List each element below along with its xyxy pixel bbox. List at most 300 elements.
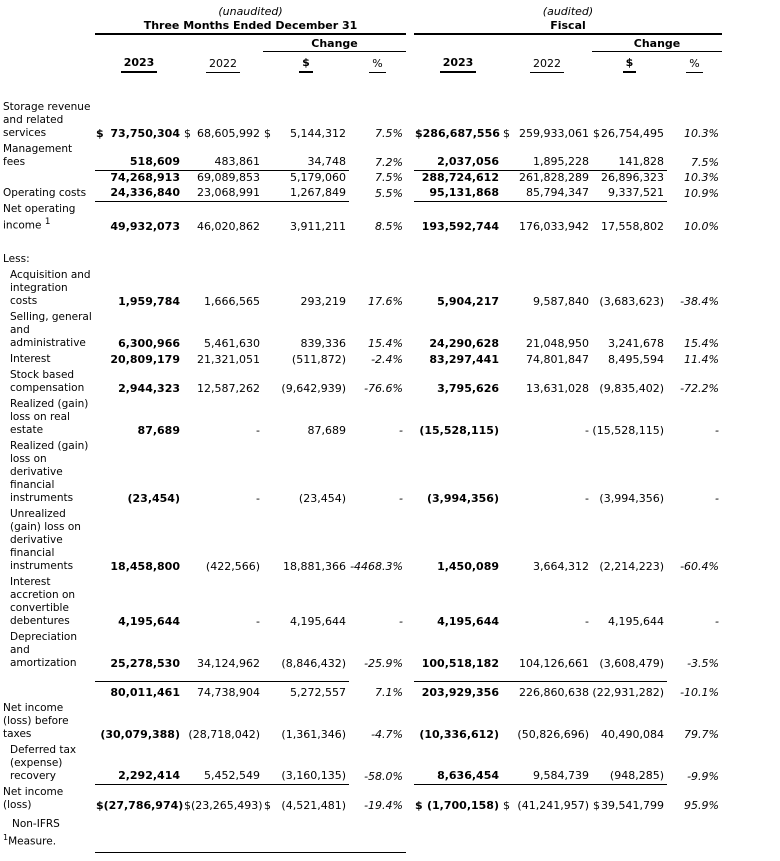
cell-f-2023 <box>414 681 502 701</box>
cell-value: 20,809,179 <box>110 352 180 366</box>
cell-f-2022 <box>502 220 592 235</box>
footnote <box>3 814 349 849</box>
table-row <box>3 630 780 672</box>
row-label: Acquisition and integration costs <box>10 268 91 307</box>
cell-q-change-pct <box>349 770 406 785</box>
table-row <box>3 368 780 397</box>
cell-value: 104,126,661 <box>519 656 589 670</box>
cell-value: 85,794,347 <box>526 186 589 199</box>
cell-q-2022 <box>183 186 263 202</box>
cell-value: 293,219 <box>300 294 346 308</box>
dollar-sign: $ <box>593 127 600 140</box>
cell-value: 73,750,304 <box>110 127 180 140</box>
cell-value: 10.3% <box>684 171 719 184</box>
cell-q-2023 <box>95 492 183 507</box>
cell-q-2023 <box>95 799 183 814</box>
cell-f-2023 <box>414 127 502 142</box>
cell-q-2022 <box>183 295 263 310</box>
dollar-sign: $ <box>415 798 423 812</box>
cell-value: 3,795,626 <box>437 381 499 395</box>
left-period-title: Three Months Ended December 31 <box>95 19 406 35</box>
row-label: Selling, general and administrative <box>10 310 92 349</box>
cell-value: 74,738,904 <box>197 685 260 699</box>
cell-value: - <box>399 491 403 505</box>
cell-value: 46,020,862 <box>197 219 260 233</box>
cell-value: 5.5% <box>375 187 403 200</box>
header-change-row <box>3 37 780 52</box>
cell-value: 34,124,962 <box>197 656 260 670</box>
dollar-sign: $ <box>415 127 423 140</box>
table-row <box>3 252 780 268</box>
bottom-rule <box>95 850 406 853</box>
cell-q-change-dollar <box>263 424 349 439</box>
col-header-q-change-dollar <box>263 56 349 73</box>
table-row <box>3 743 780 785</box>
cell-value: 2,944,323 <box>118 381 180 395</box>
cell-q-change-dollar <box>263 799 349 814</box>
cell-value: 26,754,495 <box>601 127 664 140</box>
cell-value: -58.0% <box>364 769 403 783</box>
cell-value: 5,452,549 <box>204 768 260 782</box>
col-header-f-change-pct <box>667 57 722 73</box>
cell-f-change-dollar <box>592 171 667 186</box>
cell-q-change-pct <box>349 353 406 368</box>
cell-value: 193,592,744 <box>421 219 499 233</box>
cell-value: (10,336,612) <box>419 727 499 741</box>
cell-value: 7.5% <box>375 127 403 140</box>
cell-q-change-pct <box>349 187 406 202</box>
cell-q-2022 <box>183 681 263 701</box>
cell-q-change-dollar <box>263 155 349 171</box>
cell-value: 839,336 <box>300 336 346 350</box>
cell-f-change-pct <box>667 171 722 186</box>
cell-f-2022 <box>502 171 592 186</box>
table-row <box>3 171 780 186</box>
cell-value: (9,642,939) <box>281 381 346 395</box>
cell-value: - <box>399 423 403 437</box>
dollar-sign: $ <box>503 798 510 812</box>
cell-q-change-dollar <box>263 382 349 397</box>
cell-value: 1,895,228 <box>533 155 589 168</box>
cell-value: 1,450,089 <box>437 559 499 573</box>
cell-q-2022 <box>183 769 263 785</box>
cell-value: - <box>399 614 403 628</box>
cell-f-change-pct <box>667 295 722 310</box>
header-audit-row <box>3 5 780 19</box>
col-header-label: % <box>686 57 702 73</box>
cell-value: 15.4% <box>368 336 403 350</box>
cell-f-change-dollar <box>592 127 667 142</box>
left-change-label: Change <box>263 37 406 52</box>
cell-value: 176,033,942 <box>519 219 589 233</box>
cell-f-2022 <box>502 657 592 672</box>
cell-f-2022 <box>502 337 592 352</box>
cell-q-change-pct <box>349 424 406 439</box>
right-period-title: Fiscal <box>414 19 722 35</box>
table-row <box>3 186 780 202</box>
cell-value: -19.4% <box>364 798 403 812</box>
cell-f-2022 <box>502 769 592 785</box>
cell-q-change-dollar <box>263 220 349 235</box>
table-row <box>3 142 780 171</box>
cell-f-change-pct <box>667 337 722 352</box>
cell-value: (948,285) <box>609 768 664 782</box>
row-label: Net income (loss) <box>3 785 64 811</box>
cell-f-2022 <box>502 127 592 142</box>
cell-value: -76.6% <box>364 381 403 395</box>
cell-q-2023 <box>95 353 183 368</box>
cell-q-change-dollar <box>263 337 349 352</box>
cell-f-2023 <box>414 615 502 630</box>
cell-value: 1,267,849 <box>290 186 346 199</box>
cell-q-change-pct <box>349 156 406 171</box>
table-row <box>3 681 780 701</box>
cell-q-change-pct <box>349 615 406 630</box>
cell-f-change-pct <box>667 492 722 507</box>
row-label: Net operating income $^1$ <box>3 203 76 232</box>
cell-value: 80,011,461 <box>110 685 180 699</box>
cell-f-2023 <box>414 353 502 368</box>
cell-f-change-pct <box>667 657 722 672</box>
cell-value: (30,079,388) <box>100 727 180 741</box>
cell-value: 49,932,073 <box>110 219 180 233</box>
cell-q-2022 <box>183 424 263 439</box>
col-header-label: $ <box>623 56 637 73</box>
cell-q-change-pct <box>349 686 406 701</box>
cell-q-change-dollar <box>263 615 349 630</box>
cell-value: 1,666,565 <box>204 294 260 308</box>
cell-q-2023 <box>95 127 183 142</box>
cell-f-change-pct <box>667 156 722 171</box>
cell-value: 5,272,557 <box>290 685 346 699</box>
cell-value: 23,068,991 <box>197 186 260 199</box>
cell-value: 40,490,084 <box>601 727 664 741</box>
table-row <box>3 701 780 743</box>
cell-value: 7.1% <box>375 685 403 699</box>
cell-value: (3,683,623) <box>599 294 664 308</box>
footnote-row <box>3 814 780 849</box>
cell-value: 2,037,056 <box>437 155 499 168</box>
cell-value: 74,801,847 <box>526 352 589 366</box>
cell-q-change-dollar <box>263 186 349 202</box>
right-change-label: Change <box>592 37 722 52</box>
col-header-q-2022 <box>183 57 263 73</box>
cell-value: 7.2% <box>375 156 403 169</box>
cell-value: (8,846,432) <box>281 656 346 670</box>
cell-value: 141,828 <box>618 155 664 168</box>
cell-value: 17,558,802 <box>601 219 664 233</box>
cell-value: 288,724,612 <box>421 171 499 184</box>
cell-f-change-pct <box>667 615 722 630</box>
cell-q-change-dollar <box>263 127 349 142</box>
cell-f-2023 <box>414 728 502 743</box>
cell-value: 21,321,051 <box>197 352 260 366</box>
cell-f-change-pct <box>667 799 722 814</box>
cell-q-2022 <box>183 220 263 235</box>
cell-value: - <box>256 423 260 437</box>
cell-f-change-dollar <box>592 615 667 630</box>
cell-f-change-dollar <box>592 295 667 310</box>
col-header-label: 2023 <box>440 56 477 73</box>
cell-q-2022 <box>183 127 263 142</box>
cell-value: 9,587,840 <box>533 294 589 308</box>
cell-f-change-pct <box>667 770 722 785</box>
cell-value: 83,297,441 <box>429 352 499 366</box>
cell-f-2023 <box>414 799 502 814</box>
cell-value: 5,904,217 <box>437 294 499 308</box>
cell-value: - <box>256 614 260 628</box>
dollar-sign: $ <box>96 798 104 812</box>
cell-value: - <box>715 423 719 437</box>
dollar-sign: $ <box>593 798 600 812</box>
cell-q-change-dollar <box>263 681 349 701</box>
cell-f-2022 <box>502 615 592 630</box>
dollar-sign: $ <box>184 127 191 140</box>
dollar-sign: $ <box>503 127 510 140</box>
cell-q-2022 <box>183 353 263 368</box>
cell-value: 26,896,323 <box>601 171 664 184</box>
cell-value: 69,089,853 <box>197 171 260 184</box>
col-header-q-change-pct <box>349 57 406 73</box>
row-label: Stock based compensation <box>10 368 85 394</box>
cell-value: 68,605,992 <box>197 127 260 140</box>
cell-value: 261,828,289 <box>519 171 589 184</box>
cell-f-2022 <box>502 382 592 397</box>
cell-q-2022 <box>183 382 263 397</box>
row-label: Less: <box>3 252 30 265</box>
cell-value: (1,700,158) <box>427 798 499 812</box>
cell-value: (15,528,115) <box>592 423 664 437</box>
row-label: Depreciation and amortization <box>10 630 77 669</box>
header-period-row <box>3 19 780 35</box>
cell-q-change-pct <box>349 728 406 743</box>
table-row <box>3 785 780 814</box>
cell-value: (1,361,346) <box>281 727 346 741</box>
cell-value: 87,689 <box>307 423 346 437</box>
cell-q-2023 <box>95 615 183 630</box>
dollar-sign: $ <box>184 798 191 812</box>
table-row <box>3 507 780 575</box>
cell-value: 10.0% <box>684 219 719 233</box>
cell-value: 10.9% <box>684 187 719 200</box>
cell-value: 5,461,630 <box>204 336 260 350</box>
cell-value: 18,458,800 <box>110 559 180 573</box>
cell-value: (22,931,282) <box>592 685 664 699</box>
header-columns-row <box>3 56 780 73</box>
cell-value: 4,195,644 <box>290 614 346 628</box>
cell-q-change-pct <box>349 127 406 142</box>
cell-q-2022 <box>183 728 263 743</box>
cell-value: 483,861 <box>214 155 260 168</box>
cell-f-2023 <box>414 295 502 310</box>
cell-value: -25.9% <box>364 656 403 670</box>
cell-value: 3,911,211 <box>290 219 346 233</box>
cell-q-2022 <box>183 337 263 352</box>
cell-f-change-pct <box>667 353 722 368</box>
cell-value: (3,994,356) <box>427 491 499 505</box>
dollar-sign: $ <box>96 127 104 140</box>
cell-f-change-dollar <box>592 424 667 439</box>
cell-value: 25,278,530 <box>110 656 180 670</box>
cell-q-2023 <box>95 295 183 310</box>
row-label: Realized (gain) loss on derivative financial instruments <box>10 439 89 504</box>
right-audit-note: (audited) <box>542 5 594 18</box>
table-body <box>3 100 780 814</box>
cell-value: 9,584,739 <box>533 768 589 782</box>
cell-f-2023 <box>414 337 502 352</box>
cell-q-change-dollar <box>263 728 349 743</box>
cell-value: (511,872) <box>291 352 346 366</box>
cell-q-change-pct <box>349 382 406 397</box>
row-label: Operating costs <box>3 187 87 199</box>
footnote-text-line1: Non-IFRS <box>12 817 60 830</box>
cell-f-change-pct <box>667 560 722 575</box>
row-label: Net income (loss) before taxes <box>3 701 69 740</box>
cell-value: - <box>585 614 589 628</box>
footnote-reference: 1 <box>44 217 51 227</box>
cell-value: -2.4% <box>371 352 403 366</box>
cell-f-2022 <box>502 799 592 814</box>
cell-value: 39,541,799 <box>601 798 664 812</box>
cell-value: -4.7% <box>371 727 403 741</box>
cell-value: -10.1% <box>680 685 719 699</box>
cell-value: -38.4% <box>680 294 719 308</box>
cell-q-2023 <box>95 155 183 171</box>
cell-value: 24,290,628 <box>429 336 499 350</box>
cell-value: 18,881,366 <box>283 559 346 573</box>
dollar-sign: $ <box>264 127 271 140</box>
table-row <box>3 268 780 310</box>
cell-f-2023 <box>414 769 502 785</box>
cell-value: - <box>585 491 589 505</box>
cell-f-2022 <box>502 560 592 575</box>
cell-value: (3,608,479) <box>599 656 664 670</box>
cell-value: (28,718,042) <box>188 727 260 741</box>
cell-value: 87,689 <box>137 423 180 437</box>
cell-q-2023 <box>95 171 183 186</box>
cell-value: 95,131,868 <box>429 186 499 199</box>
cell-q-change-dollar <box>263 353 349 368</box>
cell-f-change-pct <box>667 728 722 743</box>
col-header-f-change-dollar <box>592 56 667 73</box>
cell-value: 3,241,678 <box>608 336 664 350</box>
cell-f-change-dollar <box>592 492 667 507</box>
cell-value: 21,048,950 <box>526 336 589 350</box>
cell-value: 8.5% <box>375 219 403 233</box>
table-row <box>3 100 780 142</box>
cell-q-change-pct <box>349 560 406 575</box>
cell-value: (23,265,493) <box>191 798 263 812</box>
cell-q-2022 <box>183 799 263 814</box>
row-label: Realized (gain) loss on real estate <box>10 397 89 436</box>
cell-value: 13,631,028 <box>526 381 589 395</box>
cell-q-2023 <box>95 769 183 785</box>
cell-value: (41,241,957) <box>517 798 589 812</box>
cell-q-change-dollar <box>263 492 349 507</box>
col-header-label: 2023 <box>121 56 158 73</box>
cell-value: - <box>715 491 719 505</box>
cell-value: - <box>256 491 260 505</box>
cell-q-change-dollar <box>263 295 349 310</box>
cell-value: 518,609 <box>129 155 180 168</box>
cell-q-2022 <box>183 615 263 630</box>
cell-f-change-dollar <box>592 155 667 171</box>
cell-value: -9.9% <box>687 769 719 783</box>
cell-value: 12,587,262 <box>197 381 260 395</box>
cell-q-2023 <box>95 728 183 743</box>
cell-q-2022 <box>183 492 263 507</box>
cell-value: (9,835,402) <box>599 381 664 395</box>
cell-f-2022 <box>502 186 592 202</box>
cell-value: 4,195,644 <box>118 614 180 628</box>
cell-q-change-pct <box>349 220 406 235</box>
left-audit-note: (unaudited) <box>218 5 283 18</box>
cell-q-2023 <box>95 681 183 701</box>
cell-f-change-pct <box>667 187 722 202</box>
row-label: Deferred tax (expense) recovery <box>10 743 77 782</box>
cell-q-2023 <box>95 657 183 672</box>
cell-q-change-pct <box>349 492 406 507</box>
cell-f-2023 <box>414 220 502 235</box>
cell-value: 259,933,061 <box>519 127 589 140</box>
cell-q-2022 <box>183 657 263 672</box>
cell-f-2022 <box>502 424 592 439</box>
cell-f-2023 <box>414 155 502 171</box>
cell-value: 24,336,840 <box>110 186 180 199</box>
cell-value: (3,160,135) <box>281 768 346 782</box>
col-header-label: 2022 <box>206 57 240 73</box>
dollar-sign: $ <box>264 798 271 812</box>
col-header-f-2023 <box>414 56 502 73</box>
cell-value: 79.7% <box>684 727 719 741</box>
cell-value: -60.4% <box>680 559 719 573</box>
cell-q-2023 <box>95 560 183 575</box>
table-row <box>3 202 780 235</box>
cell-f-change-pct <box>667 424 722 439</box>
cell-f-2023 <box>414 657 502 672</box>
cell-value: -3.5% <box>687 656 719 670</box>
cell-value: 226,860,638 <box>519 685 589 699</box>
cell-f-2022 <box>502 353 592 368</box>
cell-value: 34,748 <box>307 155 346 168</box>
cell-value: 10.3% <box>684 127 719 140</box>
cell-value: - <box>715 614 719 628</box>
cell-f-2023 <box>414 424 502 439</box>
table-row <box>3 310 780 352</box>
cell-q-2022 <box>183 155 263 171</box>
cell-value: (2,214,223) <box>599 559 664 573</box>
cell-q-2023 <box>95 337 183 352</box>
cell-value: 7.5% <box>691 156 719 169</box>
cell-q-change-dollar <box>263 560 349 575</box>
cell-f-change-dollar <box>592 353 667 368</box>
cell-value: 6,300,966 <box>118 336 180 350</box>
cell-value: 95.9% <box>684 798 719 812</box>
cell-value: (23,454) <box>127 491 180 505</box>
cell-value: 4,195,644 <box>437 614 499 628</box>
cell-f-2023 <box>414 492 502 507</box>
cell-f-change-dollar <box>592 186 667 202</box>
cell-q-change-pct <box>349 337 406 352</box>
cell-q-2023 <box>95 186 183 202</box>
cell-value: (4,521,481) <box>281 798 346 812</box>
col-header-label: % <box>369 57 385 73</box>
cell-f-change-dollar <box>592 382 667 397</box>
cell-f-change-dollar <box>592 728 667 743</box>
cell-value: (27,786,974) <box>103 798 184 812</box>
cell-q-2023 <box>95 220 183 235</box>
cell-q-change-dollar <box>263 769 349 785</box>
